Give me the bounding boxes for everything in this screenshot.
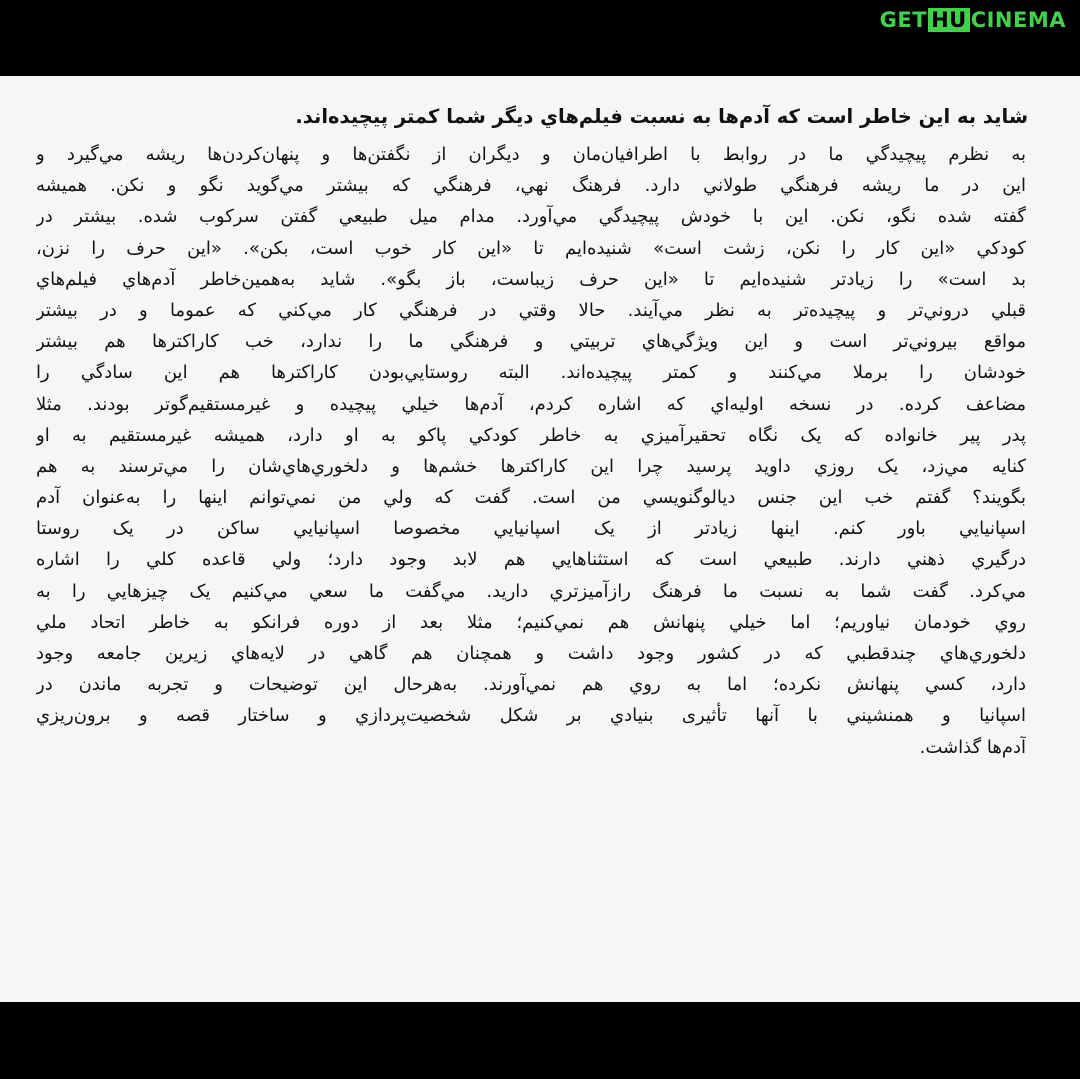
article-heading: شايد به اين خاطر است كه آدم‌ها به نسبت فيلم‌هاي ديگر شما كمتر پيچيده‌اند.	[295, 105, 1028, 128]
watermark-part3: CINEMA	[970, 8, 1066, 32]
body-line: قبلي دروني‌تر و پيچيده‌تر به نظر مي‌آيند. حالا وقتي در فرهنگي كار مي‌كني كه عموما و در بيشتر	[36, 299, 1026, 321]
bottom-black-bar	[0, 1002, 1080, 1079]
body-line: پدر پير خانواده كه يک نگاه تحقيرآميزي به خاطر كودكي پاكو به او دارد، هميشه غيرمستقيم به او	[36, 424, 1026, 446]
body-line: اين در ما ريشه فرهنگي طولاني دارد. فرهنگ نهي، فرهنگي كه بيشتر مي‌گويد نگو و نكن. هميشه	[36, 175, 1026, 197]
body-line: خودشان را برملا مي‌كنند و كمتر پيچيده‌اند. البته روستايي‌بودن كاراكترها هم اين سادگي را	[36, 362, 1026, 384]
top-black-bar	[0, 0, 1080, 76]
body-line: اسپانيا و همنشيني با آنها تأثيری بنيادي بر شكل شخصيت‌پردازي و ساختار قصه و برون‌ريزي	[36, 705, 1026, 727]
watermark-part2: HU	[928, 8, 970, 32]
body-line: بد است» را زيادتر شنيده‌ايم تا «اين حرف زيباست، باز بگو». شايد به‌همين‌خاطر آدم‌هاي فيلم‌هاي	[36, 268, 1026, 290]
body-line: مي‌كرد. گفت شما به نسبت ما فرهنگ رازآميزتري داريد. مي‌گفت ما سعي مي‌كنيم يک چيزهايي را به	[36, 580, 1026, 602]
body-line: مضاعف كرده. در نسخه اوليه‌اي كه اشاره كردم، آدم‌ها خيلي پيچيده و غيرمستقيم‌گوتر بودند. مثلا	[36, 393, 1026, 415]
body-line: دارد، كسي پنهانش نكرده؛ اما به روي هم نمي‌آورند. به‌هرحال اين توضيحات و تجربه ماندن در	[36, 674, 1026, 696]
body-line-last: آدم‌ها گذاشت.	[919, 736, 1026, 758]
watermark-logo	[880, 6, 1066, 34]
body-line: دلخوري‌هاي چندقطبي كه در كشور وجود داشت و همچنان هم گاهي در لايه‌هاي زيرين جامعه وجود	[36, 643, 1026, 664]
body-line: بگويند؟ گفتم خب اين جنس ديالوگنويسي من است. گفت كه ولي من نمي‌توانم اينها را به‌عنوان آدم	[36, 487, 1026, 509]
scanned-page	[0, 76, 1080, 1002]
body-line: كودكي «اين كار را نكن، زشت است» شنيده‌ايم تا «اين كار خوب است، بكن». «اين حرف را نزن،	[36, 237, 1026, 259]
body-line: كنايه مي‌زد، يک روزي داويد پرسيد چرا اين كاراكترها خشم‌ها و دلخوري‌هاي‌شان را مي‌ترسند به هم	[36, 455, 1026, 477]
watermark-part1: GET	[879, 8, 928, 32]
body-line: گفته شده نگو، نكن. اين با خودش پيچيدگي مي‌آورد. مدام ميل طبيعي گفتن سركوب شده. بيشتر در	[36, 206, 1026, 228]
body-line: اسپانيايي باور كنم. اينها زيادتر از يک اسپانيايي مخصوصا اسپانيايي ساكن در يک روستا	[36, 518, 1026, 540]
body-line: به نظرم پيچيدگي ما در روابط با اطرافيان‌مان و ديگران از نگفتن‌ها و پنهان‌كردن‌ها ريشه مي‌گيرد و	[36, 144, 1026, 165]
body-line: درگيري ذهني دارند. طبيعي است كه استثناهايي هم لابد وجود دارد؛ ولي قاعده كلي را اشاره	[36, 549, 1026, 571]
body-line: مواقع بيروني‌تر است و اين ويژگي‌هاي تربيتي و فرهنگي ما را ندارد، خب كاراكترها هم بيشتر	[36, 331, 1026, 353]
article-body	[36, 139, 1026, 763]
body-line: روي خودمان نياوريم؛ اما خيلي پنهانش هم نمي‌كنيم؛ مثلا بعد از دوره فرانكو به خاطر اتحاد ملي	[36, 611, 1026, 633]
